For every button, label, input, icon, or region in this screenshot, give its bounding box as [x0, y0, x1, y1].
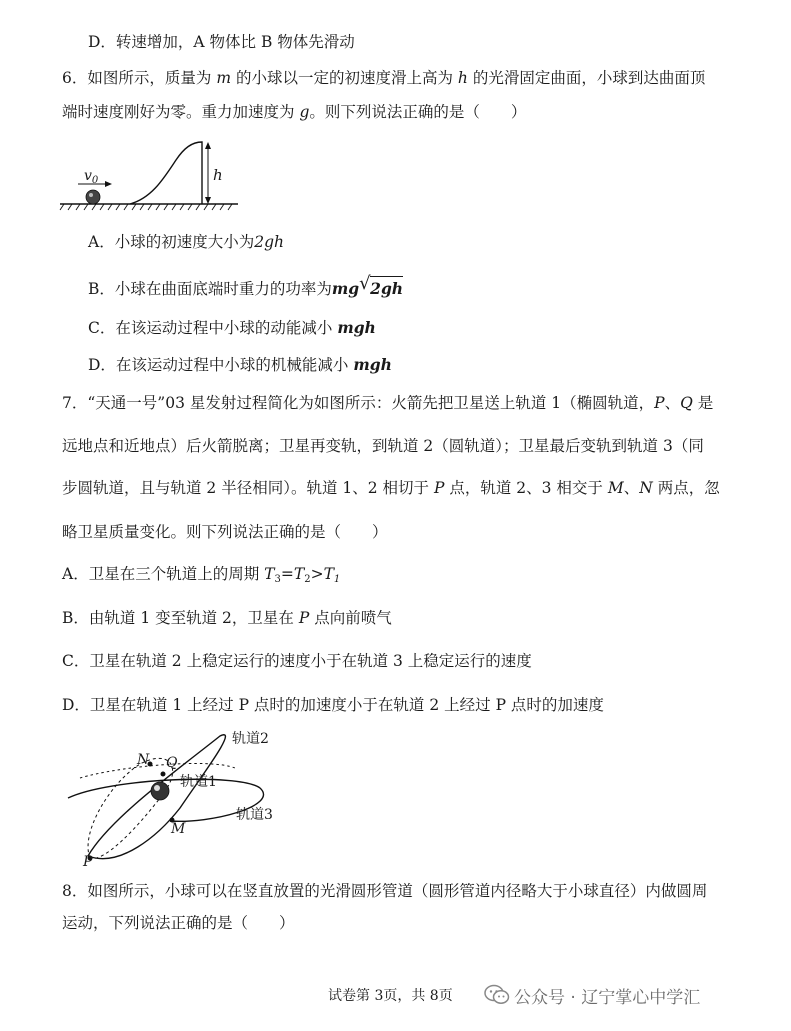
point-n-label: N — [137, 752, 150, 768]
q7-stem-line3: 步圆轨道，且与轨道 2 半径相同）。轨道 1、2 相切于 P 点，轨道 2、3 相交于 M、N 两点，忽 — [62, 479, 720, 497]
q6-option-d: D．在该运动过程中小球的机械能减小 mgh — [88, 355, 392, 374]
q7-option-b: B．由轨道 1 变至轨道 2，卫星在 P 点向前喷气 — [62, 609, 392, 627]
earth — [151, 782, 169, 800]
point-m-label: M — [171, 821, 186, 837]
page-footer: 试卷第 3页，共 8页 — [328, 988, 453, 1004]
q8-stem-line1: 8．如图所示，小球可以在竖直放置的光滑圆形管道（圆形管道内径略大于小球直径）内做圆周 — [62, 882, 708, 900]
q7-stem-line1: 7．“天通一号”03 星发射过程简化为如图所示：火箭先把卫星送上轨道 1（椭圆轨道，P、Q 是 — [62, 394, 714, 412]
q6-stem-line1: 6．如图所示，质量为 m 的小球以一定的初速度滑上高为 h 的光滑固定曲面，小球到达曲面顶 — [62, 69, 706, 87]
q6-h-label: h — [213, 166, 223, 184]
q7-option-a: A．卫星在三个轨道上的周期 $T_3=T_2>T_1$ — [62, 565, 341, 585]
point-q-label: Q — [166, 755, 178, 771]
curved-surface — [130, 142, 202, 204]
q7-option-d: D．卫星在轨道 1 上经过 P 点时的加速度小于在轨道 2 上经过 P 点时的加速度 — [62, 696, 604, 714]
ball — [86, 190, 100, 204]
q7-stem-line2: 远地点和近地点）后火箭脱离；卫星再变轨，到轨道 2（圆轨道）；卫星最后变轨到轨道 3（同 — [62, 437, 704, 455]
q8-stem-line2: 运动，下列说法正确的是（ ） — [62, 914, 295, 932]
watermark-text: 公众号 · 辽宁掌心中学汇 — [514, 988, 701, 1008]
q7-stem-line4: 略卫星质量变化。则下列说法正确的是（ ） — [62, 523, 388, 541]
wechat-icon — [484, 984, 510, 1006]
orbit-1-label: 轨道1 — [180, 774, 217, 790]
q6-option-a: A．小球的初速度大小为2gh — [88, 233, 284, 251]
q6-v0-label: $v_0$ — [84, 168, 99, 186]
q6-option-c: C．在该运动过程中小球的动能减小 mgh — [88, 318, 376, 337]
orbit-3-label: 轨道3 — [236, 807, 273, 823]
q6-stem-line2: 端时速度刚好为零。重力加速度为 g。则下列说法正确的是（ ） — [62, 103, 527, 121]
q5-option-d: D．转速增加，A 物体比 B 物体先滑动 — [88, 33, 355, 51]
point-p-label: P — [83, 854, 93, 870]
q7-option-c: C．卫星在轨道 2 上稳定运行的速度小于在轨道 3 上稳定运行的速度 — [62, 652, 532, 670]
orbit-2-label: 轨道2 — [232, 731, 269, 747]
q6-option-b: B．小球在曲面底端时重力的功率为mg √ 2gh — [88, 273, 404, 298]
